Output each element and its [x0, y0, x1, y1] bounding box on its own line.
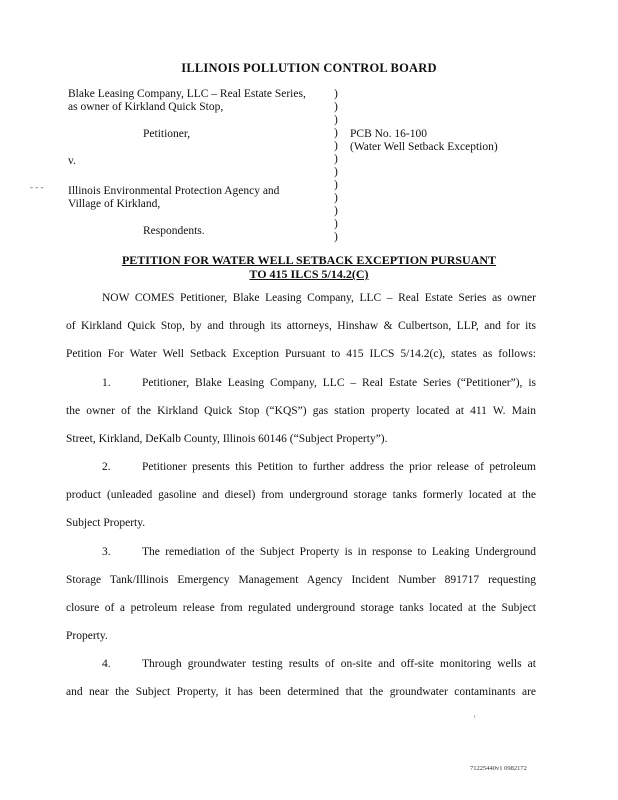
petitioner-name-line-2: as owner of Kirkland Quick Stop,: [68, 101, 224, 113]
petition-heading-line-1: PETITION FOR WATER WELL SETBACK EXCEPTION PURSUANT: [121, 253, 497, 267]
paragraph-number: 2.: [102, 461, 111, 473]
paragraph-3-line-4: Property.: [66, 630, 108, 642]
paragraph-4-line-2: and near the Subject Property, it has been determined that the groundwater contaminants are: [66, 686, 536, 698]
intro-line-3: Petition For Water Well Setback Exception Pursuant to 415 ILCS 5/14.2(c), states as follows:: [66, 348, 536, 360]
caption-paren: ): [334, 179, 338, 191]
caption-paren: ): [334, 114, 338, 126]
paragraph-2-line-2: product (unleaded gasoline and diesel) from underground storage tanks formerly located at the: [66, 489, 536, 501]
paragraph-number: 1.: [102, 377, 111, 389]
board-title: ILLINOIS POLLUTION CONTROL BOARD: [181, 61, 437, 75]
intro-line-1: NOW COMES Petitioner, Blake Leasing Company, LLC – Real Estate Series as owner: [102, 292, 536, 304]
document-id-code: 71225440v1 0982172: [470, 765, 527, 772]
respondents-label: Respondents.: [143, 225, 205, 237]
paragraph-4-line-1: Through groundwater testing results of on-site and off-site monitoring wells at: [142, 658, 536, 670]
paragraph-2-line-3: Subject Property.: [66, 517, 146, 529]
respondent-name-line-1: Illinois Environmental Protection Agency and: [68, 185, 280, 197]
paragraph-1-line-1: Petitioner, Blake Leasing Company, LLC – Real Estate Series (“Petitioner”), is: [142, 377, 536, 389]
paragraph-1-line-2: the owner of the Kirkland Quick Stop (“KQS”) gas station property located at 411 W. Main: [66, 405, 536, 417]
case-type: (Water Well Setback Exception): [350, 141, 498, 153]
paragraph-3-line-1: The remediation of the Subject Property is in response to Leaking Underground: [142, 546, 536, 558]
caption-paren: ): [334, 101, 338, 113]
caption-paren: ): [334, 205, 338, 217]
intro-line-2: of Kirkland Quick Stop, by and through its attorneys, Hinshaw & Culbertson, LLP, and for its: [66, 320, 536, 332]
petitioner-name-line-1: Blake Leasing Company, LLC – Real Estate Series,: [68, 88, 306, 100]
respondent-name-line-2: Village of Kirkland,: [68, 198, 161, 210]
paragraph-3-line-2: Storage Tank/Illinois Emergency Management Agency Incident Number 891717 requesting: [66, 574, 536, 586]
caption-paren: ): [334, 153, 338, 165]
stray-mark: ': [474, 714, 476, 724]
margin-mark: - - -: [30, 182, 44, 192]
paragraph-2-line-1: Petitioner presents this Petition to further address the prior release of petroleum: [142, 461, 536, 473]
caption-paren: ): [334, 127, 338, 139]
caption-paren: ): [334, 140, 338, 152]
paragraph-number: 4.: [102, 658, 111, 670]
caption-paren: ): [334, 218, 338, 230]
paragraph-1-line-3: Street, Kirkland, DeKalb County, Illinois 60146 (“Subject Property”).: [66, 433, 388, 445]
versus-label: v.: [68, 155, 76, 167]
caption-paren: ): [334, 166, 338, 178]
caption-paren: ): [334, 88, 338, 100]
caption-paren: ): [334, 192, 338, 204]
caption-paren: ): [334, 231, 338, 243]
case-number: PCB No. 16-100: [350, 128, 427, 140]
petitioner-label: Petitioner,: [143, 128, 191, 140]
paragraph-3-line-3: closure of a petroleum release from regulated underground storage tanks located at the Subject: [66, 602, 536, 614]
petition-heading-line-2: TO 415 ILCS 5/14.2(C): [249, 267, 369, 281]
paragraph-number: 3.: [102, 546, 111, 558]
